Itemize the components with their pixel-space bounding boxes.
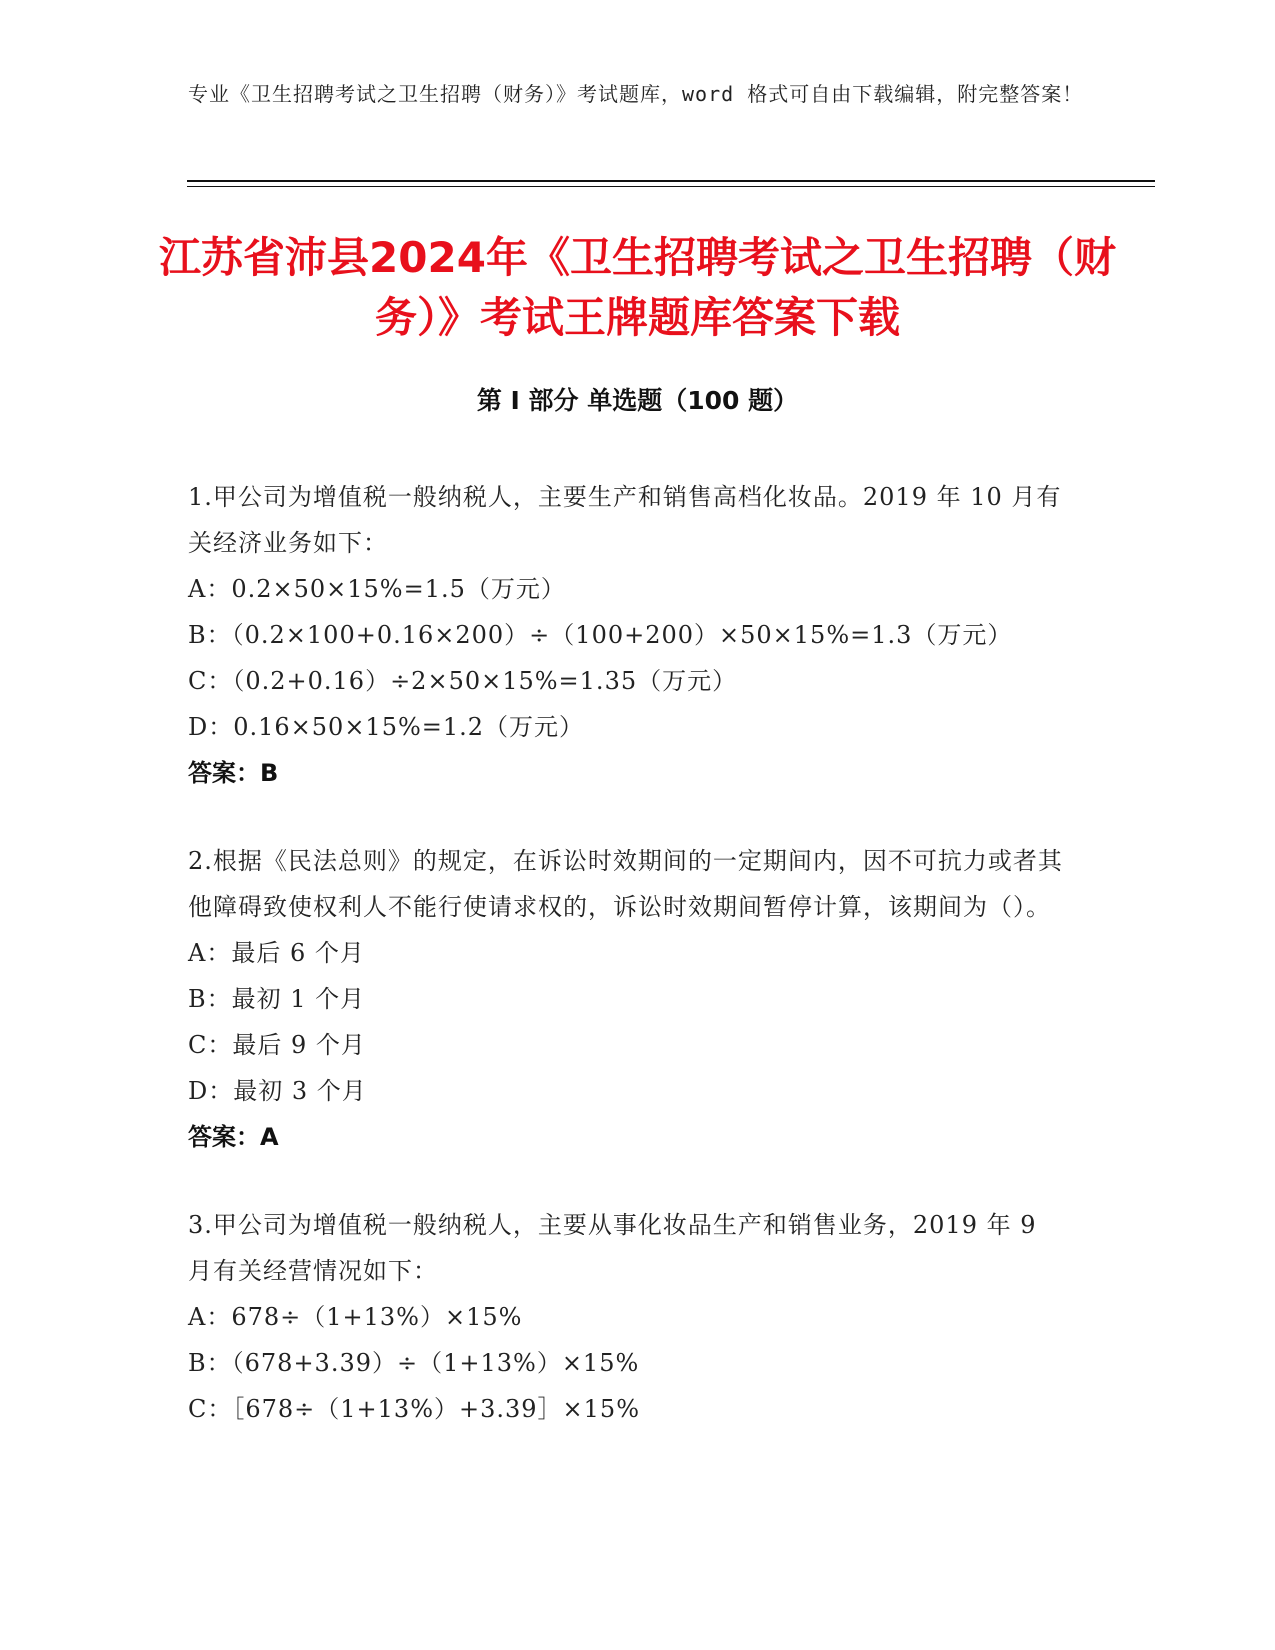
document-title: 江苏省沛县2024年《卫生招聘考试之卫生招聘（财务）》考试王牌题库答案下载 xyxy=(159,233,1116,342)
header-divider-thin xyxy=(187,186,1155,187)
option-b: B：（678+3.39）÷（1+13%）×15% xyxy=(188,1349,640,1377)
option-b: B：最初 1 个月 xyxy=(188,985,366,1013)
option-b: B：（0.2×100+0.16×200）÷（100+200）×50×15%=1.3（万元） xyxy=(188,621,1013,649)
question-stem: 2.根据《民法总则》的规定，在诉讼时效期间的一定期间内，因不可抗力或者其他障碍致使权利人不能行使请求权的，诉讼时效期间暂停计算，该期间为（）。 xyxy=(188,847,1063,921)
option-a: A：678÷（1+13%）×15% xyxy=(188,1303,523,1331)
question-stem: 3.甲公司为增值税一般纳税人，主要从事化妆品生产和销售业务，2019 年 9 月有关经营情况如下： xyxy=(188,1211,1037,1285)
option-c: C：（0.2+0.16）÷2×50×15%=1.35（万元） xyxy=(188,667,738,695)
question-2 xyxy=(188,838,1068,1160)
option-a: A：最后 6 个月 xyxy=(188,939,365,967)
question-stem: 1.甲公司为增值税一般纳税人，主要生产和销售高档化妆品。2019 年 10 月有关经济业务如下： xyxy=(188,483,1062,557)
question-list xyxy=(188,474,1068,1474)
option-c: C：［678÷（1+13%）+3.39］×15% xyxy=(188,1395,641,1423)
question-3 xyxy=(188,1202,1068,1432)
section-heading: 第 I 部分 单选题（100 题） xyxy=(476,386,799,415)
option-d: D：0.16×50×15%=1.2（万元） xyxy=(188,713,585,741)
header-divider-thick xyxy=(187,180,1155,182)
option-c: C：最后 9 个月 xyxy=(188,1031,366,1059)
answer-label: 答案：A xyxy=(188,1123,279,1151)
option-a: A：0.2×50×15%=1.5（万元） xyxy=(188,575,566,603)
answer-label: 答案：B xyxy=(188,759,279,787)
question-1 xyxy=(188,474,1068,796)
option-d: D：最初 3 个月 xyxy=(188,1077,367,1105)
header-note: 专业《卫生招聘考试之卫生招聘（财务）》考试题库，word 格式可自由下载编辑，附完整答案！ xyxy=(188,82,1084,106)
